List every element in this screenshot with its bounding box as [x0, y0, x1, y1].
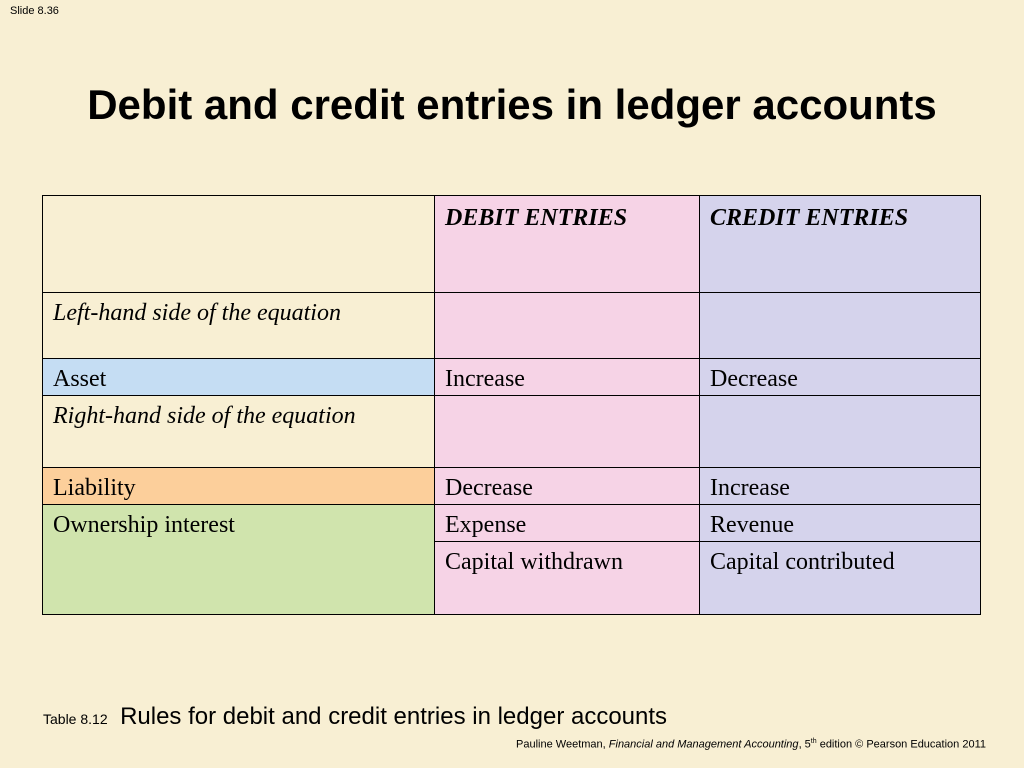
header-credit-entries: CREDIT ENTRIES — [700, 196, 981, 293]
credit-cell: Capital contributed — [700, 541, 981, 614]
debit-cell: Expense — [435, 504, 700, 541]
row-label: Liability — [43, 467, 435, 504]
slide-number: Slide 8.36 — [10, 5, 59, 17]
credit-cell — [700, 293, 981, 359]
row-label: Left-hand side of the equation — [43, 293, 435, 359]
caption-tag: Table 8.12 — [43, 711, 108, 727]
debit-cell — [435, 293, 700, 359]
ledger-rules-table — [42, 195, 981, 615]
credit-edition: , 5 — [798, 738, 811, 751]
debit-cell — [435, 396, 700, 467]
row-label: Ownership interest — [43, 504, 435, 614]
credit-cell: Increase — [700, 467, 981, 504]
row-label: Asset — [43, 359, 435, 396]
credit-publisher: edition © Pearson Education 2011 — [816, 738, 986, 751]
table-row — [43, 504, 981, 541]
credit-cell: Decrease — [700, 359, 981, 396]
source-credit — [516, 738, 986, 751]
credit-edition-suffix: th — [810, 738, 817, 745]
table-caption — [43, 703, 667, 731]
credit-cell — [700, 396, 981, 467]
table-row — [43, 396, 981, 467]
row-label: Right-hand side of the equation — [43, 396, 435, 467]
header-debit-entries: DEBIT ENTRIES — [435, 196, 700, 293]
credit-book-title: Financial and Management Accounting — [608, 738, 799, 751]
table-header-row — [43, 196, 981, 293]
caption-text: Rules for debit and credit entries in ledger accounts — [120, 703, 668, 730]
slide-title: Debit and credit entries in ledger accounts — [87, 81, 937, 128]
table-row — [43, 293, 981, 359]
debit-cell: Capital withdrawn — [435, 541, 700, 614]
table-row — [43, 467, 981, 504]
debit-cell: Decrease — [435, 467, 700, 504]
credit-cell: Revenue — [700, 504, 981, 541]
debit-cell: Increase — [435, 359, 700, 396]
credit-author: Pauline Weetman, — [516, 738, 609, 751]
header-blank-cell — [43, 196, 435, 293]
table-row — [43, 359, 981, 396]
